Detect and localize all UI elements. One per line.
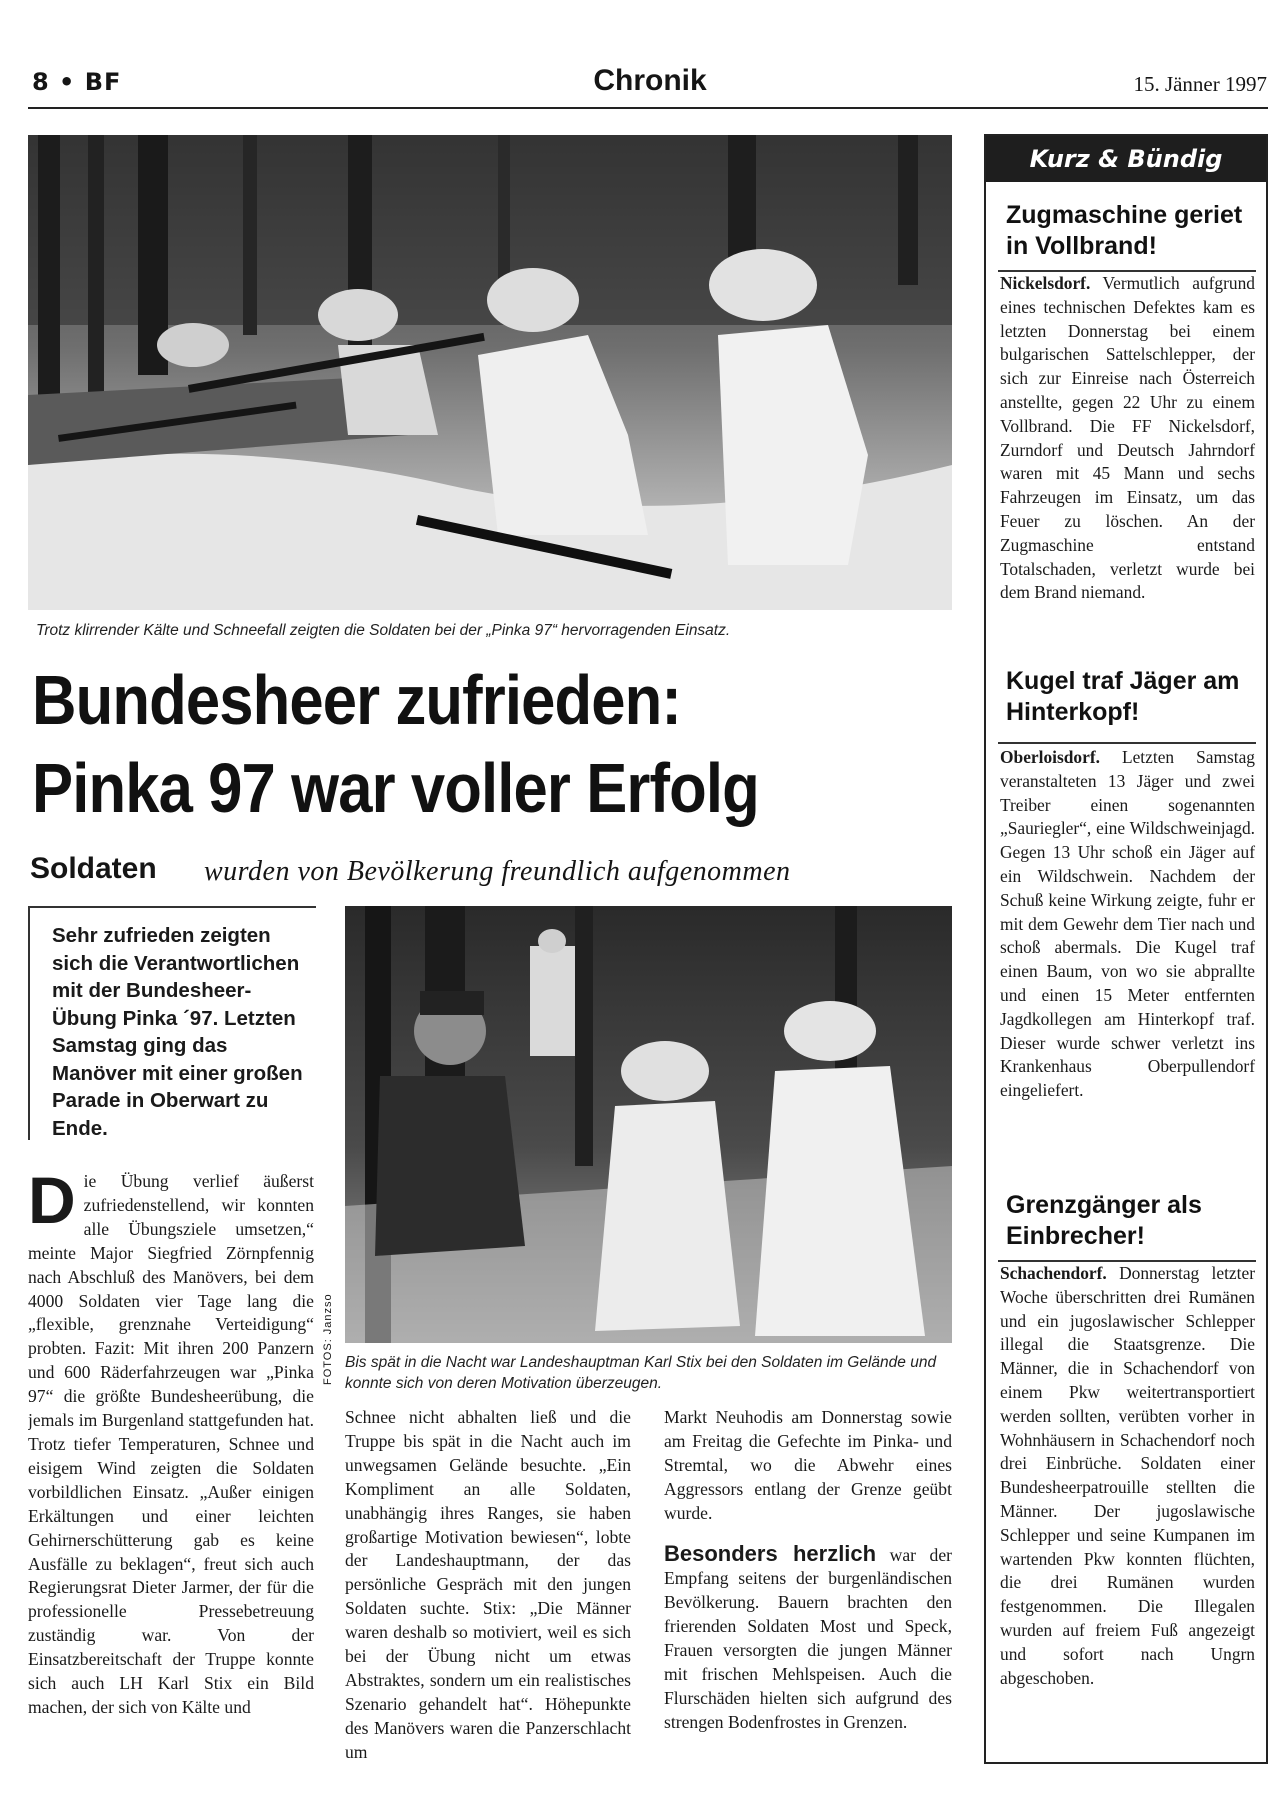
sidebar-item-2-place: Oberloisdorf. <box>1000 747 1100 767</box>
photo-top-caption: Trotz klirrender Kälte und Schneefall zeigten die Soldaten bei der „Pinka 97“ hervorragenden Einsatz. <box>36 622 731 639</box>
sidebar-item-3-place: Schachendorf. <box>1000 1263 1107 1283</box>
section-rubric: Chronik <box>593 64 707 97</box>
sidebar-item-1-place: Nickelsdorf. <box>1000 273 1091 293</box>
subheadline-text: wurden von Bevölkerung freundlich aufgenommen <box>204 856 791 887</box>
sidebar-item-2-headline: Kugel traf Jäger am Hinterkopf! <box>1006 667 1240 726</box>
sidebar-title-bar: Kurz & Bündig <box>986 136 1266 182</box>
article-column-2 <box>345 1406 631 1796</box>
article-col3-paragraph-1: Markt Neuhodis am Donnerstag sowie am Freitag die Gefechte im Pinka- und Stremtal, wo die Abwehr eines Aggressors entlang der Grenze geübt wurde. <box>664 1407 952 1523</box>
photo-second-caption: Bis spät in die Nacht war Landeshauptman Karl Stix bei den Soldaten im Gelände und konnte sich von deren Motivation überzeugen. <box>345 1354 937 1392</box>
sidebar-item-2-text: Letzten Samstag veranstalteten 13 Jäger und zwei Treiber einen sogenannten „Sauriegler“, eine Wildschweinjagd. Gegen 13 Uhr schoß ein Jäger auf ein Wildschwein. Nachdem der Schuß keine Wirkung zeigte, fuhr er mit dem Gewehr dem Tier nach und schoß abermals. Die Kugel traf einen Baum, von wo sie abprallte und einen 15 Meter entfernten Jagdkollegen am Hinterkopf traf. Dieser wurde schwer verletzt ins Krankenhaus Oberpullendorf eingeliefert. <box>1000 747 1255 1101</box>
article-column-3 <box>664 1406 952 1796</box>
sidebar-item-2-body <box>1000 746 1255 1103</box>
page-number-section: 8 • BF <box>32 68 122 96</box>
article-col3-paragraph-2: war der Empfang seitens der burgenländischen Bevölkerung. Bauern brachten den frierenden Soldaten Most und Speck, Frauen versorgten die jungen Männer mit frischen Mehlspeisen. Auch die Flurschäden hielten sich aufgrund des strengen Bodenfrostes in Grenzen. <box>664 1544 952 1732</box>
photo-governor-with-soldiers <box>345 906 952 1343</box>
sidebar-item-2-rule <box>998 742 1256 744</box>
article-col2-text: Schnee nicht abhalten ließ und die Truppe bis spät in die Nacht auch im unwegsamen Gelände besuchte. „Ein Kompliment an alle Soldaten, unabhängig ihres Ranges, sie haben großartige Motivation bewiesen“, lobte der Landeshauptmann, der das persönliche Gespräch mit den jungen Soldaten suchte. Stix: „Die Männer waren deshalb so motiviert, weil es sich bei der Übung nicht um etwas Abstraktes, sondern um ein realistisches Szenario gehandelt hat“. Höhepunkte des Manövers waren die Panzerschlacht um <box>345 1407 631 1762</box>
headline-line-1: Bundesheer zufrieden: <box>32 661 681 739</box>
article-col3-subhead: Besonders herzlich <box>664 1540 877 1566</box>
sidebar-item-3-body <box>1000 1262 1255 1690</box>
sidebar-item-3-text: Donnerstag letzter Woche überschritten drei Rumänen und ein jugoslawischer Schlepper illegal die Staatsgrenze. Die Männer, die in Schachendorf von einem Pkw weitertransportiert werden sollten, verübten vorher in Wohnhäusern in Schachendorf noch drei Einbrüche. Soldaten einer Bundesheerpatrouille stellten die Männer. Der jugoslawische Schlepper und seine Kumpanen im wartenden Pkw konnten flüchten, die drei Rumänen wurden festgenommen. Die Illegalen wurden auf freiem Fuß angezeigt und sofort nach Ungrn abgeschoben. <box>1000 1263 1255 1688</box>
sidebar-item-1-text: Vermutlich aufgrund eines technischen Defektes kam es letzten Donnerstag bei einem bulgarischen Sattelschlepper, der sich zur Einreise nach Österreich anstellte, gegen 22 Uhr zu einem Vollbrand. Die FF Nickelsdorf, Zurndorf und Deutsch Jahrndorf waren mit 45 Mann und sechs Fahrzeugen im Einsatz, um das Feuer zu löschen. An der Zugmaschine entstand Totalschaden, verletzt wurde bei dem Brand niemand. <box>1000 273 1255 603</box>
header-rule <box>28 107 1268 109</box>
article-column-1 <box>28 1170 314 1790</box>
subheadline-keyword: Soldaten <box>30 852 157 885</box>
sidebar-item-1-body <box>1000 272 1255 605</box>
photo-soldiers-in-snow <box>28 135 952 610</box>
article-headline <box>32 656 842 832</box>
sidebar-item-1-headline: Zugmaschine geriet in Vollbrand! <box>1006 201 1243 260</box>
article-dropcap: D <box>28 1170 76 1237</box>
photo-credit: FOTOS: Janzso <box>322 1293 334 1385</box>
issue-date: 15. Jänner 1997 <box>1133 72 1267 96</box>
article-lead: Sehr zufrieden zeigten sich die Verantwortlichen mit der Bundesheer-Übung Pinka ´97. Letzten Samstag ging das Manöver mit einer großen Parade in Oberwart zu Ende. <box>52 924 303 1140</box>
sidebar-item-3-headline: Grenzgänger als Einbrecher! <box>1006 1191 1202 1250</box>
headline-line-2: Pinka 97 war voller Erfolg <box>32 749 759 827</box>
article-col1-text: ie Übung verlief äußerst zufriedenstellend, wir konnten alle Übungsziele umsetzen,“ meinte Major Siegfried Zörnpfennig nach Abschluß des Manövers, bei dem 4000 Soldaten vier Tage lang die „flexible, grenznahe Verteidigung“ probten. Fazit: Mit ihren 200 Panzern und 600 Räderfahrzeugen war „Pinka 97“ die größte Bundesheerübung, die jemals im Burgenland stattgefunden hat. Trotz tiefer Temperaturen, Schnee und eisigem Wind zeigten die Soldaten vorbildlichen Einsatz. „Außer einigen Erkältungen und einer leichten Gehirnerschütterung gab es keine Ausfälle zu beklagen“, freut sich auch Regierungsrat Dieter Jarmer, der für die professionelle Pressebetreuung zuständig war. Von der Einsatzbereitschaft der Truppe konnte sich auch LH Karl Stix ein Bild machen, der sich von Kälte und <box>28 1171 314 1717</box>
